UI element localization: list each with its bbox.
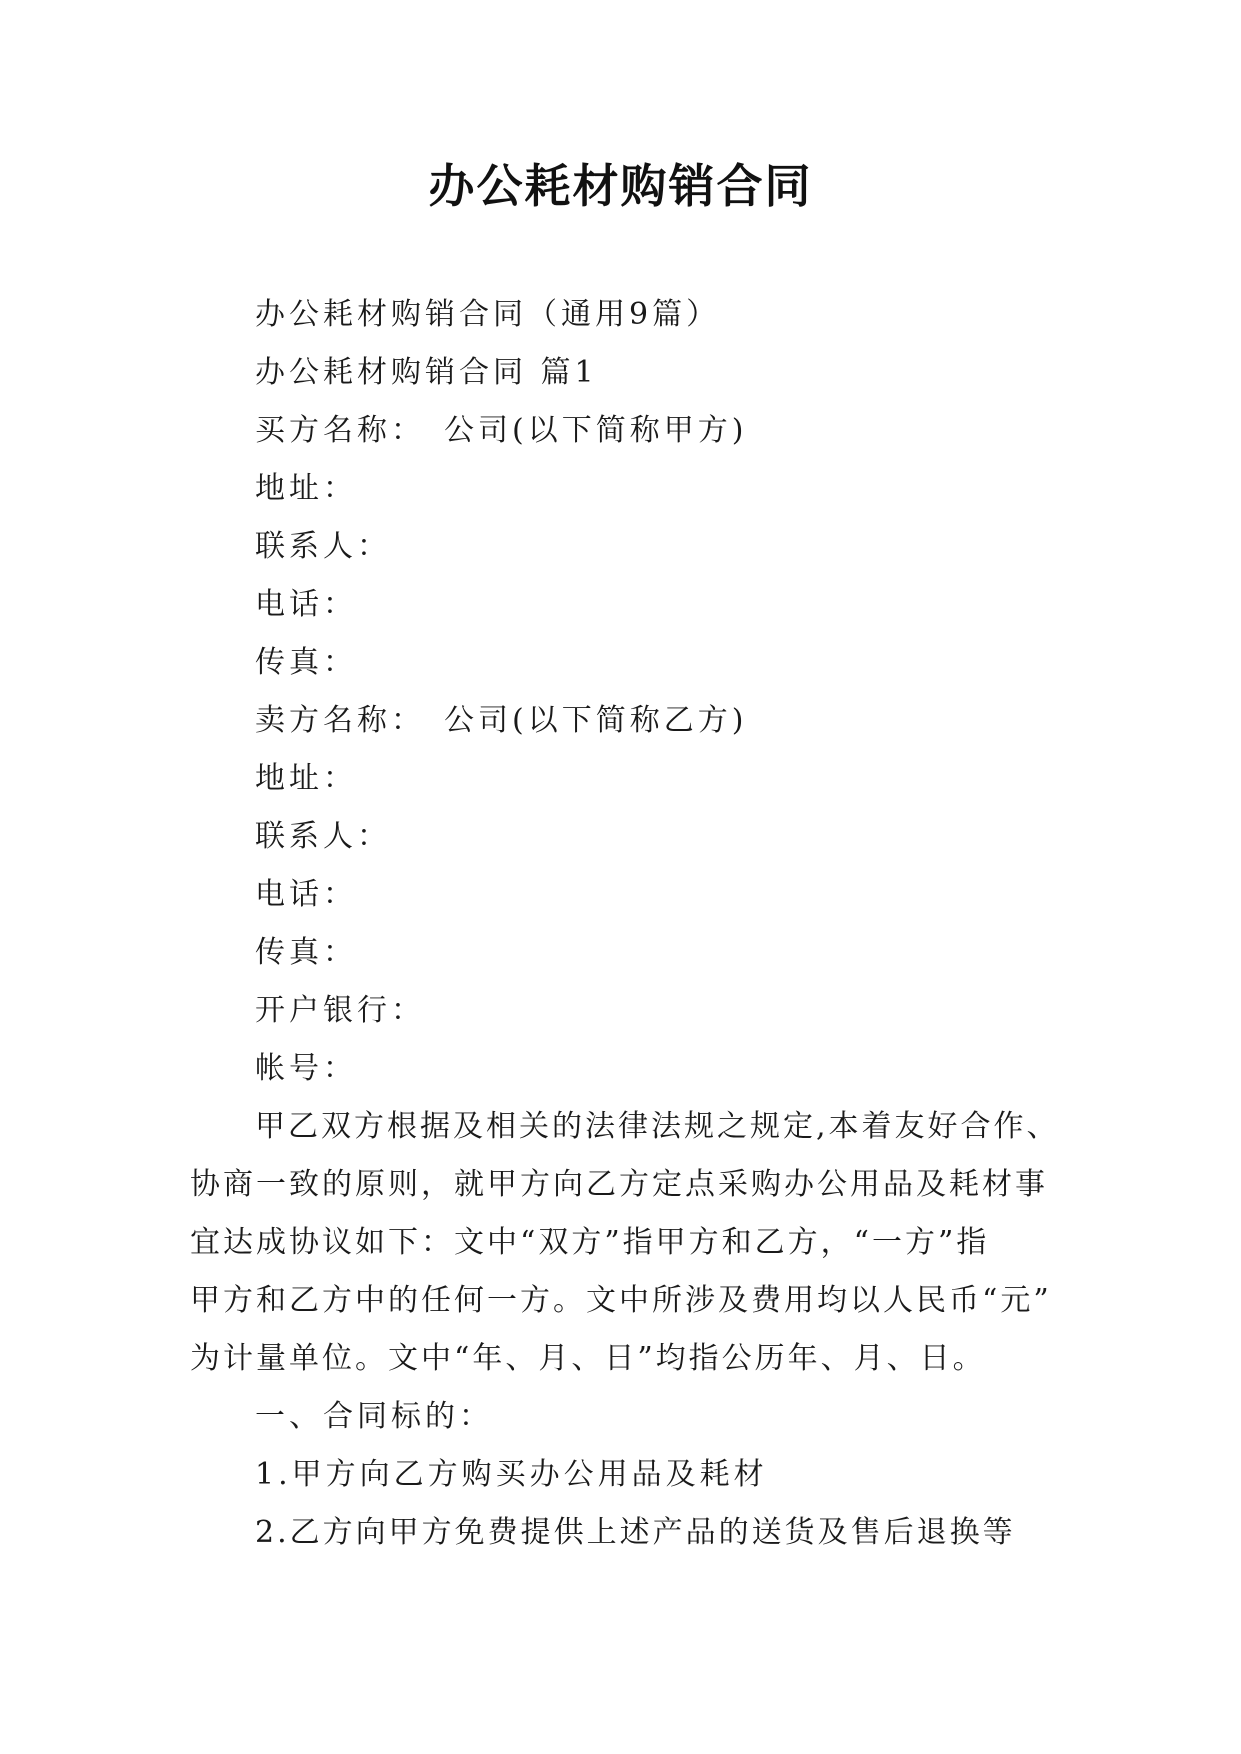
list-item: 1.甲方向乙方购买办公用品及耗材: [255, 1457, 768, 1492]
buyer-address-line: 地址：: [255, 471, 357, 506]
buyer-name-line: 买方名称： 公司(以下简称甲方): [255, 413, 748, 448]
paragraph-line: 宜达成协议如下：文中“双方”指甲方和乙方，“一方”指: [190, 1225, 990, 1260]
paragraph-line: 为计量单位。文中“年、月、日”均指公历年、月、日。: [190, 1341, 986, 1376]
list-item: 2.乙方向甲方免费提供上述产品的送货及售后退换等: [255, 1515, 1016, 1550]
seller-phone-line: 电话：: [255, 877, 357, 912]
seller-contact-line: 联系人：: [255, 819, 391, 854]
buyer-phone-line: 电话：: [255, 587, 357, 622]
section-heading: 一、合同标的：: [255, 1399, 493, 1434]
document-title: 办公耗材购销合同: [428, 159, 813, 213]
paragraph-line: 甲方和乙方中的任何一方。文中所涉及费用均以人民币“元”: [190, 1283, 1052, 1318]
seller-address-line: 地址：: [255, 761, 357, 796]
account-line: 帐号：: [255, 1051, 357, 1086]
section-heading-line: 办公耗材购销合同 篇1: [255, 355, 598, 390]
seller-fax-line: 传真：: [255, 935, 357, 970]
buyer-fax-line: 传真：: [255, 645, 357, 680]
paragraph-line: 协商一致的原则，就甲方向乙方定点采购办公用品及耗材事: [190, 1167, 1048, 1202]
paragraph-line: 甲乙双方根据及相关的法律法规之规定,本着友好合作、: [255, 1109, 1060, 1144]
subtitle-line: 办公耗材购销合同（通用9篇）: [255, 297, 721, 332]
seller-name-line: 卖方名称： 公司(以下简称乙方): [255, 703, 748, 738]
bank-line: 开户银行：: [255, 993, 425, 1028]
buyer-contact-line: 联系人：: [255, 529, 391, 564]
